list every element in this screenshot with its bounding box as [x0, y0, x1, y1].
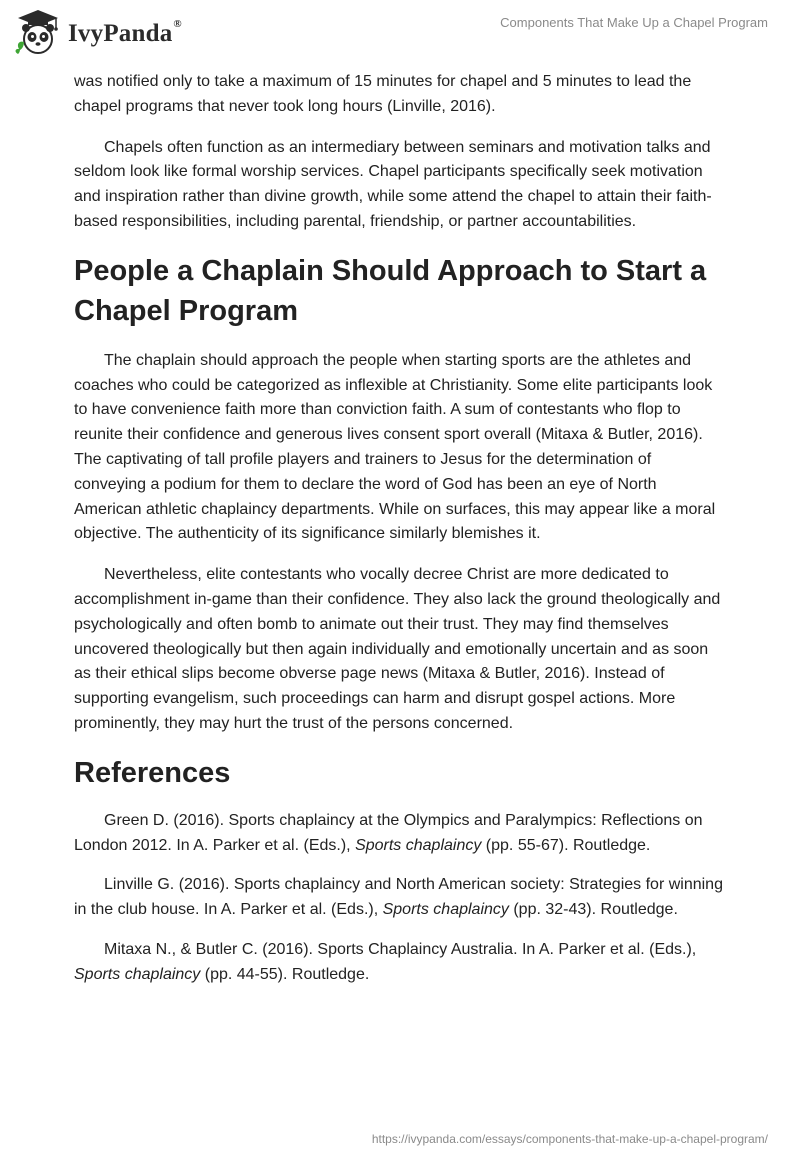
- essay-content: [74, 70, 724, 1003]
- source-url-link[interactable]: https://ivypanda.com/essays/components-that-make-up-a-chapel-program/: [371, 1132, 768, 1146]
- reference-item: Linville G. (2016). Sports chaplaincy and North American society: Strategies for winning in the club house. In A. Parker et al. (Eds.), Sports chaplaincy (pp. 32-43). Routledge.: [74, 876, 723, 919]
- ivypanda-logo[interactable]: [14, 6, 190, 58]
- page-header: [0, 0, 800, 66]
- reference-item: Green D. (2016). Sports chaplaincy at the Olympics and Paralympics: Reflections on London 2012. In A. Parker et al. (Eds.), Sports chaplaincy (pp. 55-67). Routledge.: [74, 811, 703, 854]
- document-title: Components That Make Up a Chapel Program: [500, 15, 768, 30]
- paragraph-chapels: Chapels often function as an intermediary between seminars and motivation talks and seldom look like formal worship services. Chapel participants specifically seek motivation and inspiration rather than divine growth, while some attend the chapel to attain their faith-based responsibilities, including parental, friendship, or partner accountabilities.: [74, 138, 712, 230]
- paragraph-nevertheless: Nevertheless, elite contestants who vocally decree Christ are more dedicated to accomplishment in-game than their confidence. They also lack the ground theologically and psychologically and often bomb to animate out their trust. They may find themselves uncovered theologically but then again individually and emotionally uncertain and as soon as their ethical slips become obverse page news (Mitaxa & Butler, 2016). Instead of supporting evangelism, such proceedings can harm and disrupt gospel actions. More prominently, they may hurt the trust of the persons concerned.: [74, 566, 721, 732]
- paragraph-continuation: was notified only to take a maximum of 15 minutes for chapel and 5 minutes to lead the chapel programs that never took long hours (Linville, 2016).: [74, 73, 692, 115]
- paragraph-chaplain-approach: The chaplain should approach the people when starting sports are the athletes and coaches who could be categorized as inflexible at Christianity. Some elite participants look to have convenience faith more than conviction faith. A sum of contestants who flop to reunite their confidence and generous lives consent sport overall (Mitaxa & Butler, 2016). The captivating of tall profile players and trainers to Jesus for the determination of conveying a podium for them to declare the word of God has been an eye of North American athletic chaplaincy departments. While on surfaces, this may appear like a moral objective. The authenticity of its significance similarly blemishes it.: [74, 351, 716, 543]
- brand-name: IvyPanda®: [68, 18, 182, 47]
- references-heading: References: [74, 756, 231, 789]
- reference-item: Mitaxa N., & Butler C. (2016). Sports Chaplaincy Australia. In A. Parker et al. (Eds.), Sports chaplaincy (pp. 44-55). Routledge.: [74, 940, 697, 983]
- panda-graduate-icon: [14, 8, 62, 56]
- section-heading-people: People a Chaplain Should Approach to Start a Chapel Program: [74, 254, 707, 327]
